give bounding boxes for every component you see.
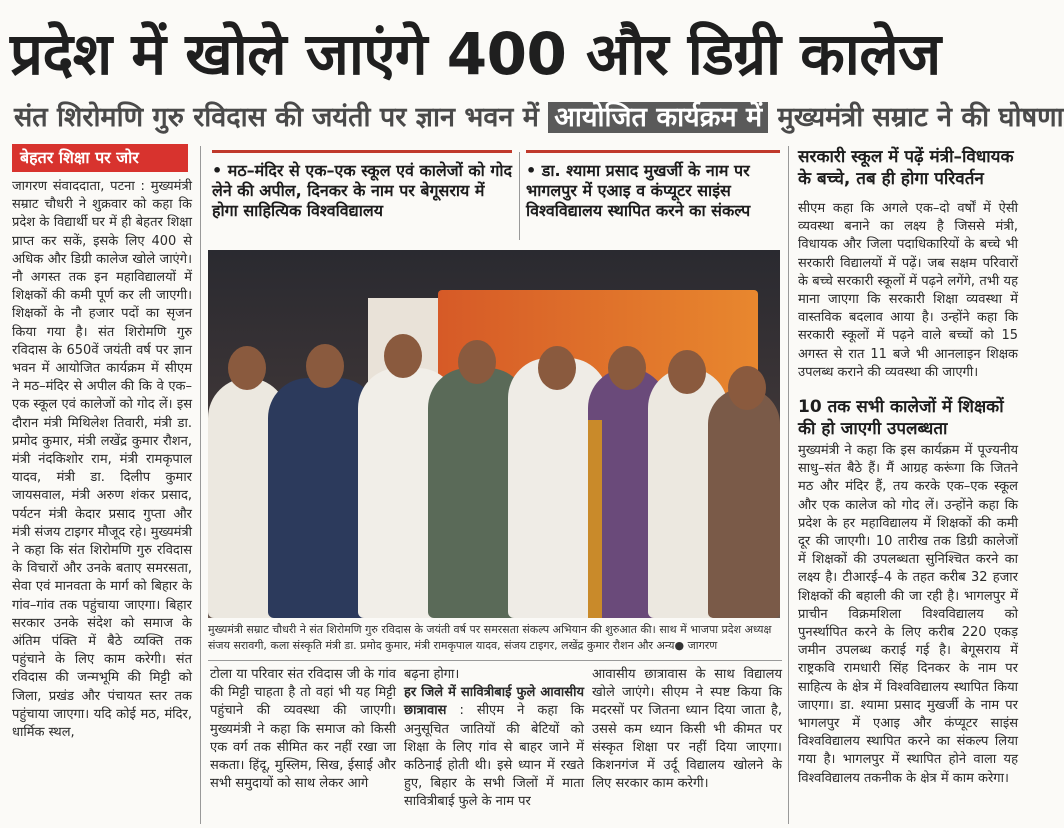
caption-rule (208, 660, 782, 661)
column-4-text: आवासीय छात्रावास के साथ विद्यालय खोले जाएंगे। सीएम ने स्पष्ट किया कि मदरसों पर जितना ध्यान दिया जाता है, उससे कम ध्यान किसी भी कीमत पर संस्कृत शिक्षा पर नहीं दिया जाएगा। किशनगंज में उर्दू विद्यालय खोलने के लिए सरकार काम करेगी। (592, 667, 782, 792)
subhead-text-before: संत शिरोमणि गुरु रविदास की जयंती पर ज्ञान भवन में (14, 102, 549, 133)
right-subheading-2: 10 तक सभी कालेजों में शिक्षकों की हो जाएगी उपलब्धता (798, 397, 1004, 439)
section-tag: बेहतर शिक्षा पर जोर (12, 144, 188, 172)
column-divider (788, 146, 789, 824)
person-head (668, 350, 706, 394)
subheadline (14, 96, 1064, 140)
column-1-text (12, 178, 192, 824)
subhead-text-after: मुख्यमंत्री सम्राट ने की घोषणा (768, 102, 1064, 133)
person-head (228, 346, 266, 390)
photo-caption: मुख्यमंत्री सम्राट चौधरी ने संत शिरोमणि गुरु रविदास के जयंती वर्ष पर समरसता संकल्प अभियान की शुरुआत की। साथ में भाजपा प्रदेश अध्यक्ष संजय सरावगी, कला संस्कृति मंत्री डा. प्रमोद कुमार, मंत्री रामकृपाल यादव, संजय टाइगर, लखेंद्र कुमार रौशन और अन्य● जागरण (208, 623, 772, 652)
person-head (384, 334, 422, 378)
column-3-lead: बढ़ना होगा। (404, 667, 460, 682)
person-figure (708, 388, 780, 618)
column-1-paragraph: जागरण संवाददाता, पटना : मुख्यमंत्री सम्राट चौधरी ने शुक्रवार को कहा कि प्रदेश के विद्यार्थी घर में ही बेहतर शिक्षा प्राप्त कर सकें, इसके लिए 400 से अधिक और डिग्री कालेज खोले जाएंगे। नौ अगस्त तक इन महाविद्यालयों में शिक्षकों की कमी पूर्ण कर ली जाएगी। शिक्षकों के नौ हजार पदों का सृजन किया गया है। संत शिरोमणि गुरु रविदास के 650वें जयंती वर्ष पर ज्ञान भवन में आयोजित कार्यक्रम में सीएम ने मठ–मंदिर से अपील की कि वे एक–एक स्कूल एवं कालेजों को गोद लें। इस दौरान मंत्री मिथिलेश तिवारी, मंत्री डा. प्रमोद कुमार, मंत्री लखेंद्र कुमार रौशन, मंत्री नंदकिशोर राम, मंत्री रामकृपाल यादव, मंत्री डा. दिलीप कुमार जायसवाल, मंत्री अरुण शंकर प्रसाद, पर्यटन मंत्री केदार प्रसाद गुप्ता और मंत्री संजय टाइगर मौजूद रहे। मुख्यमंत्री ने कहा कि संत शिरोमणि गुरु रविदास के विचारों और उनके बताए समरसता, सेवा एवं मानवता के मार्ग को बिहार के गांव–गांव तक पहुंचाया जाएगा। बिहार सरकार उनके संदेश को समाज के अंतिम पंक्ति में बैठे व्यक्ति तक पहुंचाने के लिए काम करेगी। संत रविदास की जन्मभूमि की मिट्टी को जिला, प्रखंड और पंचायत स्तर तक पहुंचाया जाएगा। यदि कोई मठ, मंदिर, धार्मिक स्थल, (12, 179, 192, 741)
highlight-point-1: • मठ–मंदिर से एक–एक स्कूल एवं कालेजों को गोद लेने की अपील, दिनकर के नाम पर बेगूसराय में होगा साहित्यिक विश्वविद्यालय (212, 150, 512, 240)
person-head (458, 340, 496, 384)
point-divider (519, 152, 520, 240)
person-head (608, 346, 646, 390)
person-head (538, 346, 576, 390)
column-3-text (404, 666, 584, 824)
person-head (728, 366, 766, 410)
person-head (306, 344, 344, 388)
column-divider (200, 146, 201, 824)
column-3-body: : सीएम ने कहा कि अनुसूचित जातियों की बेटियों को शिक्षा के लिए गांव से बाहर जाने में कठिनाई होती थी। इसे ध्यान में रखते हुए, बिहार के सभी जिलों में माता सावित्रीबाई फुले के नाम पर (404, 703, 584, 810)
column-3-subheading: हर जिले में सावित्रीबाई फुले आवासीय छात्रावास (404, 685, 584, 719)
ceremonial-lamp (588, 420, 602, 618)
right-text-1: सीएम कहा कि अगले एक–दो वर्षों में ऐसी व्यवस्था बनाने का लक्ष्य है जिससे मंत्री, विधायक और जिला पदाधिकारियों के बच्चे भी सरकारी विद्यालयों में पढ़ें। जब सक्षम परिवारों के बच्चे सरकारी स्कूलों में पढ़ने लगेंगे, तभी यह माना जाएगा कि सरकारी शिक्षा व्यवस्था में वास्तविक बदलाव आया है। उन्होंने कहा कि सरकारी स्कूलों में पढ़ने वाले बच्चों को 15 अगस्त से रात 11 बजे भी आनलाइन शिक्षक उपलब्ध कराने की व्यवस्था की जाएगी। (798, 201, 1018, 380)
subhead-highlight: आयोजित कार्यक्रम में (548, 102, 768, 133)
right-text-2: मुख्यमंत्री ने कहा कि इस कार्यक्रम में पूज्यनीय साधु–संत बैठे हैं। मैं आग्रह करूंगा कि जितने मठ और मंदिर हैं, तय करके एक–एक स्कूल और एक कालेज को गोद लें। उन्होंने कहा कि प्रदेश के हर महाविद्यालय में शिक्षकों की कमी दूर की जाएगी। 10 तारीख तक डिग्री कालेजों में शिक्षकों की उपलब्धता सुनिश्चित करने का लक्ष्य है। टीआरई–4 के तहत करीब 32 हजार शिक्षकों की बहाली की जा रही है। भागलपुर में प्राचीन विक्रमशिला विश्वविद्यालय को पुनर्स्थापित करने के लिए करीब 220 एकड़ जमीन उपलब्ध कराई गई है। बेगूसराय में राष्ट्रकवि रामधारी सिंह दिनकर के नाम पर साहित्य के क्षेत्र में विश्वविद्यालय स्थापित किया जाएगा। डा. श्यामा प्रसाद मुखर्जी के नाम पर भागलपुर में एआइ और कंप्यूटर साइंस विश्वविद्यालय स्थापित करने का संकल्प लिया गया है। भागलपुर में स्थापित होने वाला यह विश्वविद्यालय तकनीक के क्षेत्र में काम करेगा। (798, 443, 1018, 786)
column-2-text: टोला या परिवार संत रविदास जी के गांव की मिट्टी चाहता है तो वहां भी यह मिट्टी पहुंचाने की व्यवस्था की जाएगी। मुख्यमंत्री ने कहा कि समाज को किसी एक वर्ग तक सीमित कर नहीं रखा जा सकता। हिंदू, मुस्लिम, सिख, ईसाई और सभी समुदायों को साथ लेकर आगे (210, 667, 396, 792)
event-photo (208, 250, 780, 618)
headline: प्रदेश में खोले जाएंगे 400 और डिग्री कालेज (10, 20, 941, 88)
right-subheading-1: सरकारी स्कूल में पढ़ें मंत्री–विधायक के बच्चे, तब ही होगा परिवर्तन (798, 147, 1014, 189)
highlight-point-2: • डा. श्यामा प्रसाद मुखर्जी के नाम पर भागलपुर में एआइ व कंप्यूटर साइंस विश्वविद्यालय स्थापित करने का संकल्प (526, 150, 780, 240)
